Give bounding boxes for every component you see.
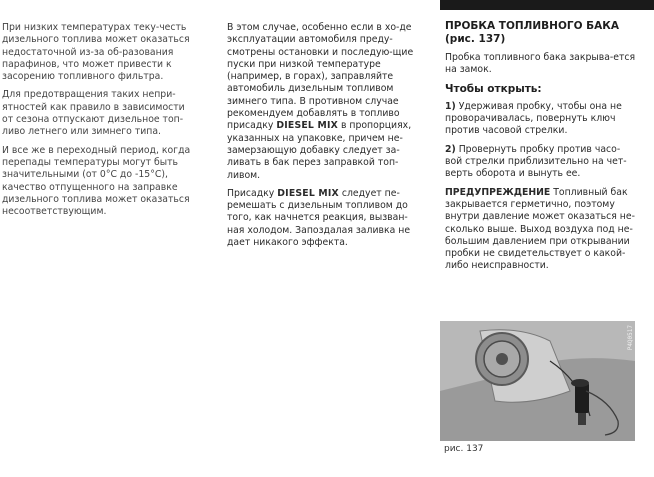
- warning-paragraph: [445, 187, 637, 273]
- subheading-to-open: Чтобы открыть:: [445, 82, 542, 95]
- paragraph-transition-period: И все же в переходный период, когда перепады температуры могут быть значительными (от 0°С до -15°С), качество отпущенного на заправке дизельного топлива может оказаться несоответствующим.: [2, 144, 191, 218]
- step-1: [445, 101, 637, 138]
- text-column-2: [227, 22, 415, 255]
- fuel-cap-illustration: [440, 321, 635, 441]
- paragraph-additive-mixing: [227, 188, 415, 249]
- paragraph-seasonal-fuel: Для предотвращения таких непри-ятностей как правило в зависимости от сезона отпускают дизельное топ-ливо летнего или зимнего типа.: [2, 89, 185, 138]
- step-2-number: 2): [445, 143, 456, 155]
- fuel-cap-photo: [440, 321, 635, 441]
- section-heading-fuel-cap: ПРОБКА ТОПЛИВНОГО БАКА (рис. 137): [445, 20, 619, 45]
- additive-mixing-text-end: следует пе-ремешать с дизельным топливом до того, как начнется реакция, вызван-ная холодом. Запоздалая заливка не дает никакого эффекта.: [227, 187, 411, 249]
- text-column-3: [445, 20, 637, 279]
- paragraph-winter-fuel: [227, 22, 415, 182]
- winter-fuel-text-end: в пропорциях, указанных на упаковке, причем не-замерзающую добавку следует за-ливать в бак перез заправкой топ-ливом.: [227, 120, 412, 181]
- step-1-text: Удерживая пробку, чтобы она не проворачивалась, повернуть ключ против часовой стрелки.: [445, 100, 622, 137]
- additive-brand-name-2: DIESEL MIX: [277, 187, 339, 199]
- photo-reference-code: P4Q0517: [627, 325, 634, 351]
- text-column-1: [2, 22, 196, 224]
- warning-text: Топливный бак закрывается герметично, поэтому внутри давление может оказаться не-сколько выше. Выход воздуха под не-большим давлением при открывании пробки не свидетельствует о какой-либо неисправности.: [445, 186, 635, 272]
- step-1-number: 1): [445, 100, 456, 112]
- additive-brand-name: DIESEL MIX: [276, 120, 338, 132]
- paragraph-cap-lock: Пробка топливного бака закрыва-ется на замок.: [445, 52, 636, 76]
- page-edge-bar: [440, 0, 654, 10]
- warning-label: ПРЕДУПРЕЖДЕНИЕ: [445, 186, 551, 198]
- additive-mixing-text-start: Присадку: [227, 187, 275, 199]
- figure-caption: рис. 137: [444, 444, 484, 454]
- step-2: [445, 144, 637, 181]
- winter-fuel-text-start: В этом случае, особенно если в хо-де эксплуатации автомобиля преду-смотрены остановки и последую-щие пуски при низкой температуре (например, в горах), заправляйте автомобиль дизельным топливом зимнего типа. В противном случае рекомендуем добавлять в топливо присадку: [227, 22, 414, 132]
- step-2-text: Провернуть пробку против часо-вой стрелки приблизительно на чет-верть оборота и вынуть ее.: [445, 143, 627, 180]
- paragraph-low-temperature: При низких температурах теку-честь дизельного топлива может оказаться недостаточной из-за об-разования парафинов, что может привести к засорению топливного фильтра.: [2, 22, 190, 83]
